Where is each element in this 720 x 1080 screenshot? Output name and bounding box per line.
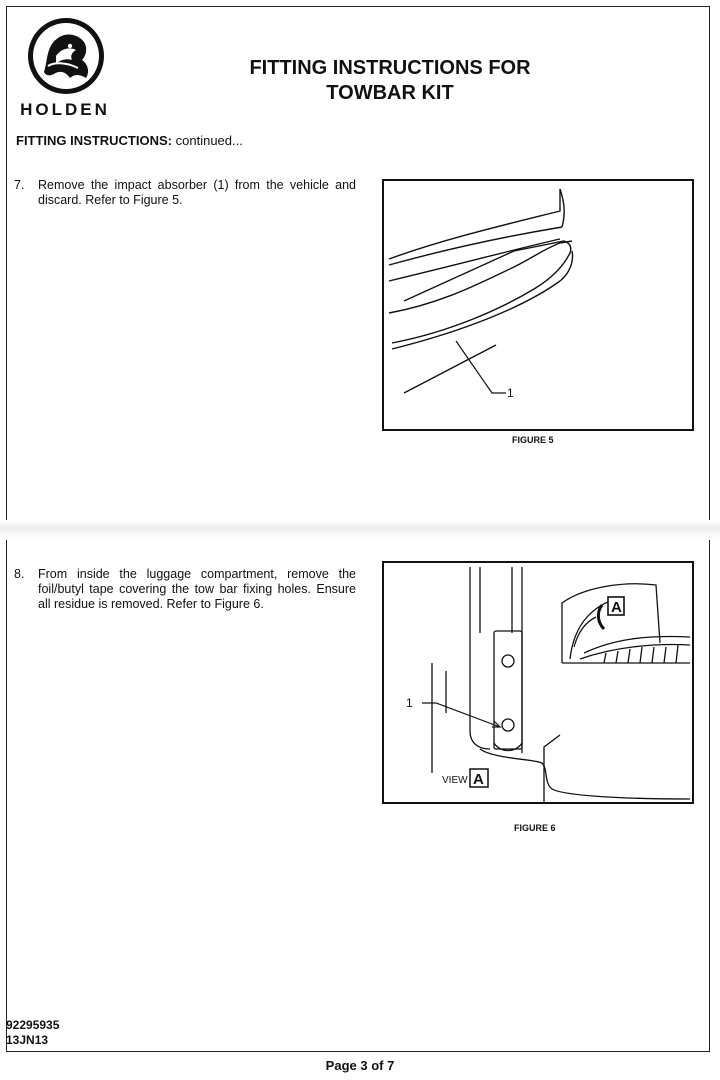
step-number: 7. — [14, 178, 25, 192]
step-7 — [14, 178, 356, 208]
bumper-impact-absorber-drawing — [384, 181, 692, 429]
lion-emblem-icon — [26, 16, 106, 96]
step-text: From inside the luggage compartment, remove the foil/butyl tape covering the tow bar fixing holes. Ensure all residue is removed. Refer to Figure 6. — [38, 567, 356, 611]
view-marker-letter: A — [473, 771, 484, 788]
date-code: 13JN13 — [6, 1033, 49, 1047]
detail-marker-letter: A — [611, 599, 622, 616]
step-text: Remove the impact absorber (1) from the vehicle and discard. Refer to Figure 5. — [38, 178, 356, 207]
page-number: Page 3 of 7 — [325, 1058, 395, 1073]
figure-6-callout: 1 — [406, 696, 413, 710]
holden-logo — [10, 16, 120, 126]
section-suffix: continued... — [175, 133, 243, 148]
document-title — [200, 56, 580, 106]
rotation-arrow-icon — [598, 605, 604, 629]
section-label: FITTING INSTRUCTIONS: — [16, 133, 172, 148]
figure-5-callout: 1 — [507, 386, 514, 400]
paper-crease — [0, 520, 720, 540]
document-footer — [6, 1018, 59, 1048]
title-line-2: TOWBAR KIT — [326, 82, 454, 104]
step-number: 8. — [14, 567, 25, 581]
luggage-compartment-drawing — [384, 563, 692, 802]
step-8 — [14, 567, 356, 612]
figure-5-caption: FIGURE 5 — [512, 435, 554, 445]
figure-5-illustration — [382, 179, 694, 431]
figure-6-caption: FIGURE 6 — [514, 823, 556, 833]
section-header — [16, 133, 243, 148]
view-label: VIEW — [442, 775, 468, 786]
brand-wordmark: HOLDEN — [20, 100, 110, 119]
title-line-1: FITTING INSTRUCTIONS FOR — [249, 57, 531, 79]
figure-6-illustration — [382, 561, 694, 804]
part-number: 92295935 — [6, 1018, 60, 1032]
